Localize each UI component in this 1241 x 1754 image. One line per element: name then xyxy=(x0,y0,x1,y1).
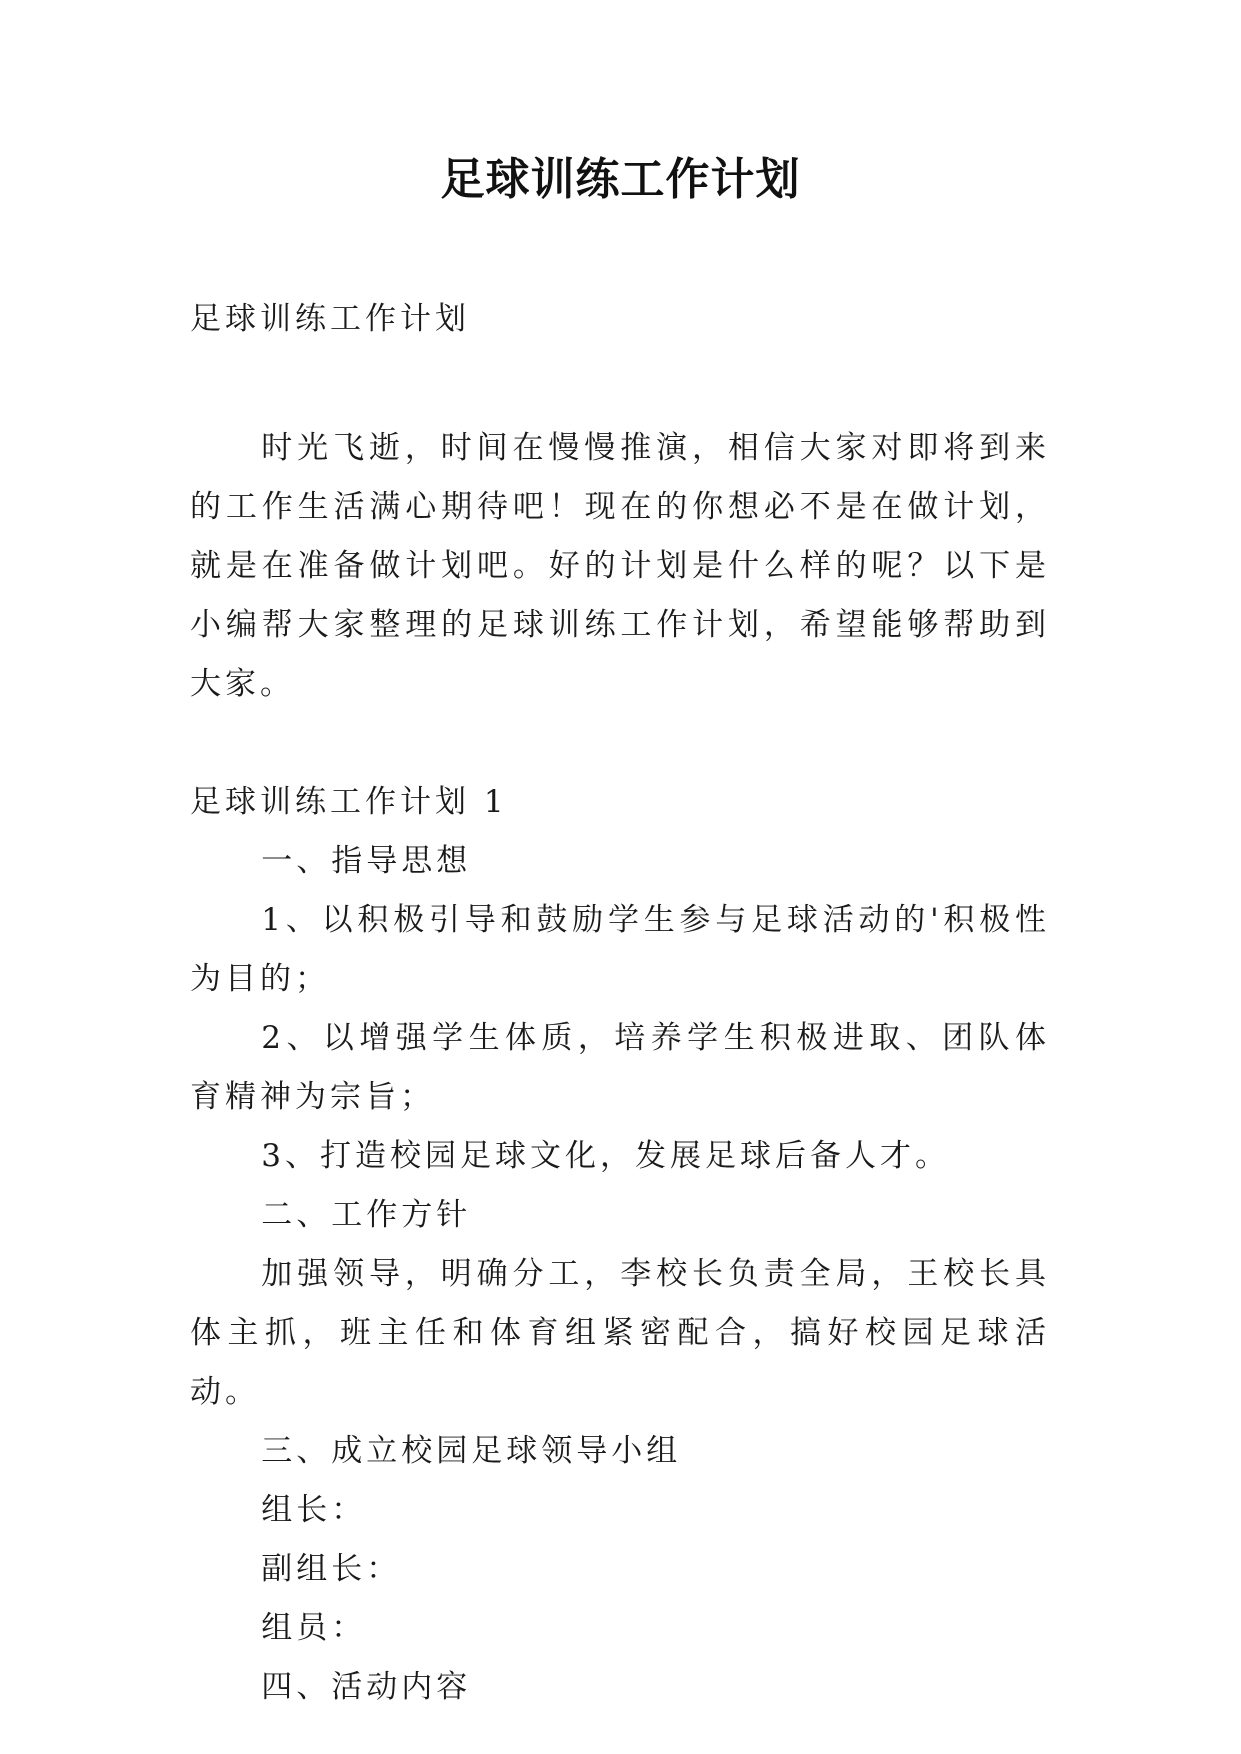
group-leader-line: 组长： xyxy=(261,1492,367,1528)
document-title: 足球训练工作计划 xyxy=(440,154,801,205)
section-heading: 足球训练工作计划 1 xyxy=(190,784,508,820)
list-item-3: 3、打造校园足球文化，发展足球后备人才。 xyxy=(261,1138,951,1174)
work-policy-paragraph: 加强领导，明确分工，李校长负责全局，王校长具体主抓，班主任和体育组紧密配合，搞好校园足球活动。 xyxy=(190,1256,1050,1410)
deputy-leader-line: 副组长： xyxy=(261,1551,402,1587)
document-subtitle: 足球训练工作计划 xyxy=(190,301,470,337)
members-line: 组员： xyxy=(261,1610,367,1646)
document-body xyxy=(190,290,1050,1717)
heading-guiding-ideology: 一、指导思想 xyxy=(261,843,472,879)
heading-activity-content: 四、活动内容 xyxy=(261,1669,472,1705)
intro-paragraph: 时光飞逝，时间在慢慢推演，相信大家对即将到来的工作生活满心期待吧！现在的你想必不是在做计划，就是在准备做计划吧。好的计划是什么样的呢？以下是小编帮大家整理的足球训练工作计划，希望能够帮助到大家。 xyxy=(190,430,1050,702)
heading-work-policy: 二、工作方针 xyxy=(261,1197,472,1233)
heading-leadership-group: 三、成立校园足球领导小组 xyxy=(261,1433,682,1469)
list-item-2: 2、以增强学生体质，培养学生积极进取、团队体育精神为宗旨； xyxy=(190,1020,1050,1115)
list-item-1: 1、以积极引导和鼓励学生参与足球活动的'积极性为目的； xyxy=(190,902,1050,997)
